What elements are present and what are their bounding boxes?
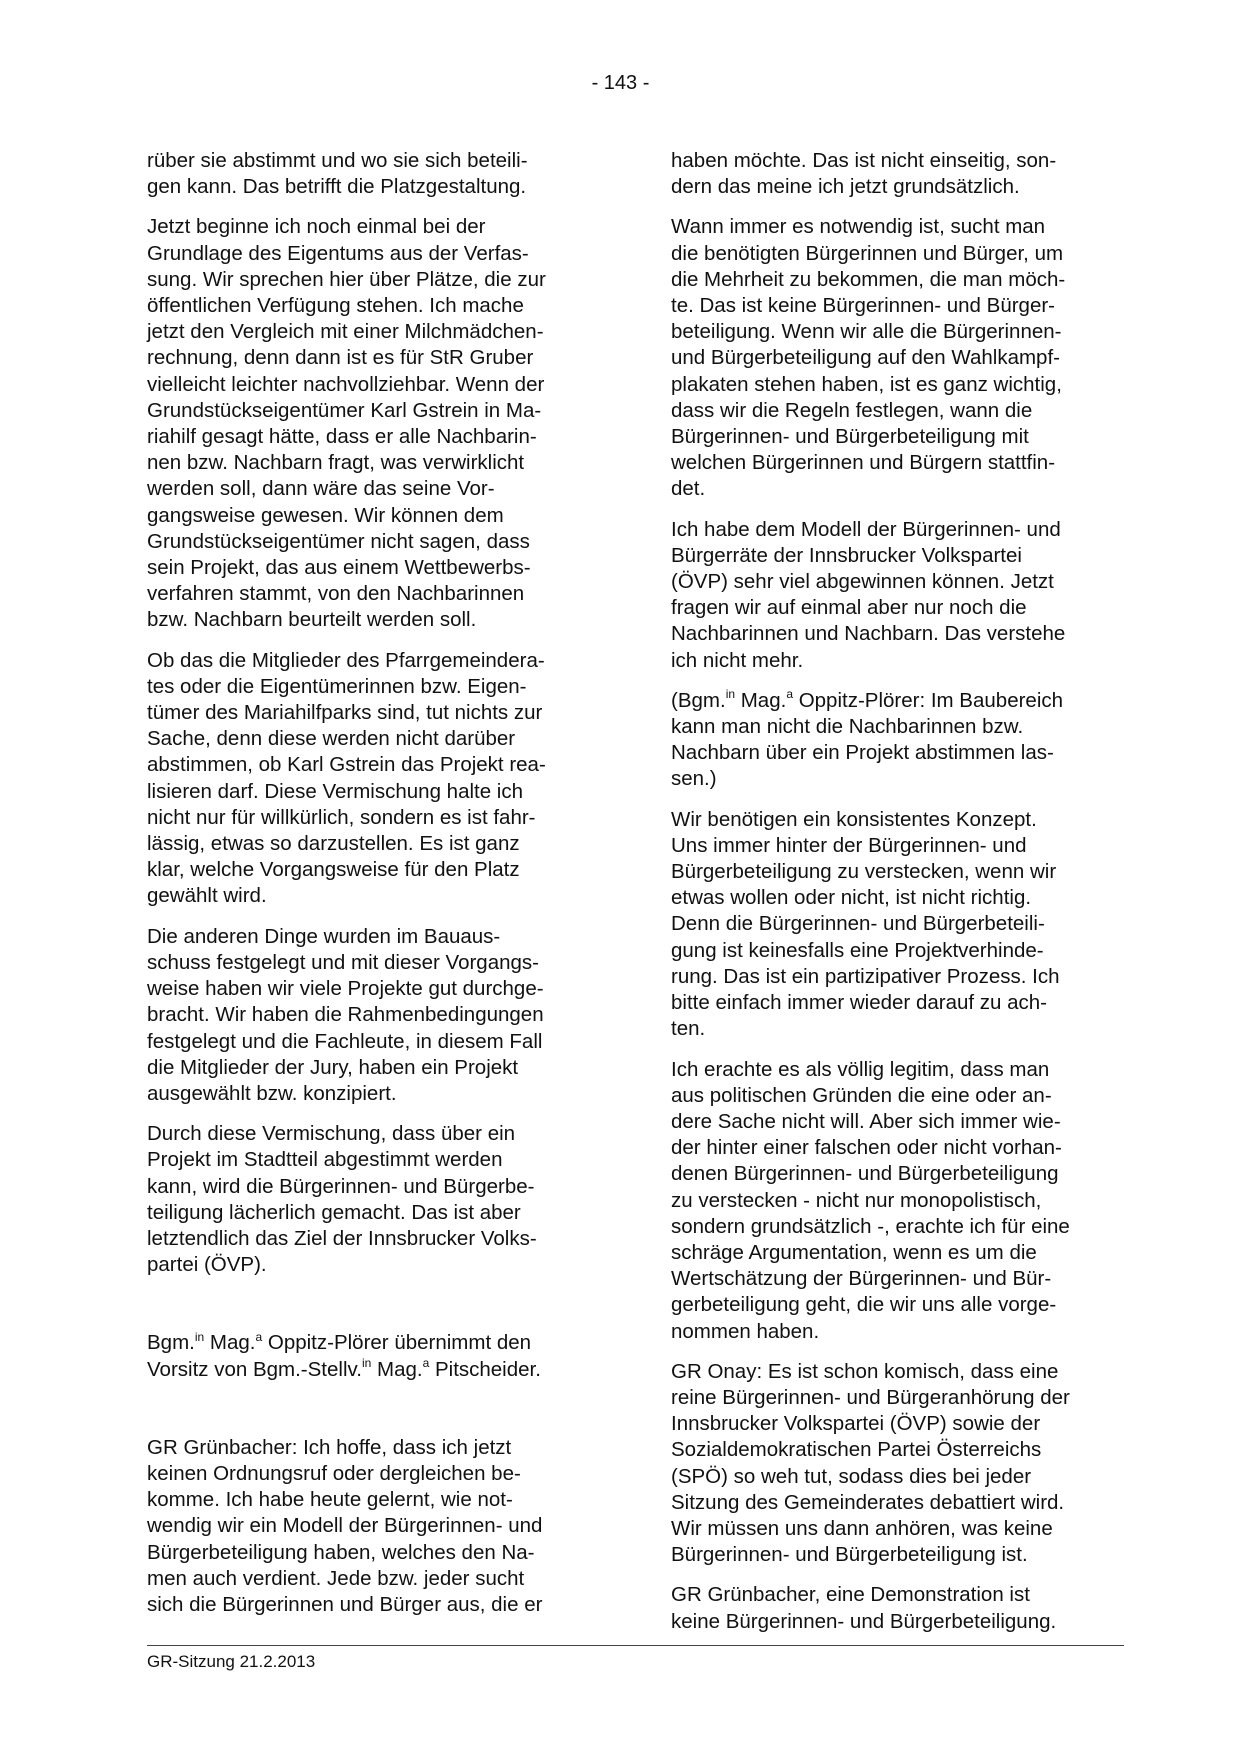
right-column <box>671 148 1109 1649</box>
spacer <box>147 1292 585 1330</box>
spacer <box>147 1397 585 1435</box>
paragraph: GR Grünbacher: Ich hoffe, dass ich jetzt keinen Ordnungsruf oder dergleichen be- komme. Ich habe heute gelernt, wie not- wendig wir ein Modell der Bürgerinnen- und Bürgerbeteiligung haben, welches den Na- men auch verdient. Jede bzw. jeder sucht sich die Bürgerinnen und Bürger aus, die er <box>147 1435 543 1616</box>
paragraph: Ich habe dem Modell der Bürgerinnen- und Bürgerräte der Innsbrucker Volkspartei (ÖVP) sehr viel abgewinnen können. Jetzt fragen wir auf einmal aber nur noch die Nachbarinnen und Nachbarn. Das verstehe ich nicht mehr. <box>671 517 1066 672</box>
interjection: (Bgm.$^{in}$ Mag.$^a$ Oppitz-Plörer: Im Baubereich kann man nicht die Nachbarinnen bzw. Nachbarn über ein Projekt abstimmen las- sen.) <box>671 687 1064 791</box>
paragraph: Wann immer es notwendig ist, sucht man die benötigten Bürgerinnen und Bürger, um die Mehrheit zu bekommen, die man möch- te. Das ist keine Bürgerinnen- und Bürger- beteiligung. Wenn wir alle die Bürgerinnen- und Bürgerbeteiligung auf den Wahlkampf- plakaten stehen haben, ist es ganz wichtig, dass wir die Regeln festlegen, wann die Bürgerinnen- und Bürgerbeteiligung mit welchen Bürgerinnen und Bürgern stattfin- det. <box>671 215 1066 501</box>
paragraph: Ich erachte es als völlig legitim, dass man aus politischen Gründen die eine oder an- dere Sache nicht will. Aber sich immer wie- der hinter einer falschen oder nicht vorhan- denen Bürgerinnen- und Bürgerbeteiligung zu verstecken - nicht nur monopolistisch, sondern grundsätzlich -, erachte ich für eine schräge Argumentation, wenn es um die Wertschätzung der Bürgerinnen- und Bür- gerbeteiligung geht, die wir uns alle vorge- nommen haben. <box>671 1057 1070 1343</box>
left-column <box>147 148 585 1632</box>
footer-session-date: GR-Sitzung 21.2.2013 <box>147 1652 316 1671</box>
paragraph: GR Onay: Es ist schon komisch, dass eine reine Bürgerinnen- und Bürgeranhörung der Innsbrucker Volkspartei (ÖVP) sowie der Sozialdemokratischen Partei Österreichs (SPÖ) so weh tut, sodass dies bei jeder Sitzung des Gemeinderates debattiert wird. Wir müssen uns dann anhören, was keine Bürgerinnen- und Bürgerbeteiligung ist. <box>671 1359 1070 1567</box>
paragraph: Durch diese Vermischung, dass über ein Projekt im Stadtteil abgestimmt werden kann, wird die Bürgerinnen- und Bürgerbe- teiligung lächerlich gemacht. Das ist aber letztendlich das Ziel der Innsbrucker Volks- partei (ÖVP). <box>147 1122 537 1277</box>
paragraph: haben möchte. Das ist nicht einseitig, son- dern das meine ich jetzt grundsätzlich. <box>671 149 1057 199</box>
paragraph: Die anderen Dinge wurden im Bauaus- schuss festgelegt und mit dieser Vorgangs- weise haben wir viele Projekte gut durchge- bracht. Wir haben die Rahmenbedingungen festgelegt und die Fachleute, in diesem Fall die Mitglieder der Jury, haben ein Projekt ausgewählt bzw. konzipiert. <box>147 924 544 1105</box>
paragraph: Jetzt beginne ich noch einmal bei der Grundlage des Eigentums aus der Verfas- sung. Wir sprechen hier über Plätze, die zur öffentlichen Verfügung stehen. Ich mache jetzt den Vergleich mit einer Milchmädchen- rechnung, denn dann ist es für StR Gruber vielleicht leichter nachvollziehbar. Wenn der Grundstückseigentümer Karl Gstrein in Ma- riahilf gesagt hätte, dass er alle Nachbarin- nen bzw. Nachbarn fragt, was verwirklicht werden soll, dann wäre das seine Vor- gangsweise gewesen. Wir können dem Grundstückseigentümer nicht sagen, dass sein Projekt, das aus einem Wettbewerbs- verfahren stammt, von den Nachbarinnen bzw. Nachbarn beurteilt werden soll. <box>147 215 546 632</box>
paragraph: GR Grünbacher, eine Demonstration ist keine Bürgerinnen- und Bürgerbeteiligung. <box>671 1583 1057 1633</box>
paragraph: rüber sie abstimmt und wo sie sich beteili- gen kann. Das betrifft die Platzgestaltung. <box>147 149 528 199</box>
paragraph: Ob das die Mitglieder des Pfarrgemeindera- tes oder die Eigentümerinnen bzw. Eigen- tümer des Mariahilfparks sind, tut nichts zur Sache, denn diese werden nicht darüber abstimmen, ob Karl Gstrein das Projekt rea- lisieren darf. Diese Vermischung halte ich nicht nur für willkürlich, sondern es ist fahr- lässig, etwas so darzustellen. Es ist ganz klar, welche Vorgangsweise für den Platz gewählt wird. <box>147 648 546 908</box>
footer-divider <box>147 1645 1124 1646</box>
page-number: - 143 - <box>591 72 650 94</box>
chair-change-note: Bgm.$^{in}$ Mag.$^a$ Oppitz-Plörer übernimmt den Vorsitz von Bgm.-Stellv.$^{in}$ Mag.$^a$ Pitscheider. <box>147 1329 541 1381</box>
paragraph: Wir benötigen ein konsistentes Konzept. Uns immer hinter der Bürgerinnen- und Bürgerbeteiligung zu verstecken, wenn wir etwas wollen oder nicht, ist nicht richtig. Denn die Bürgerinnen- und Bürgerbeteili- gung ist keinesfalls eine Projektverhinde- rung. Das ist ein partizipativer Prozess. Ich bitte einfach immer wieder darauf zu ach- ten. <box>671 807 1060 1041</box>
